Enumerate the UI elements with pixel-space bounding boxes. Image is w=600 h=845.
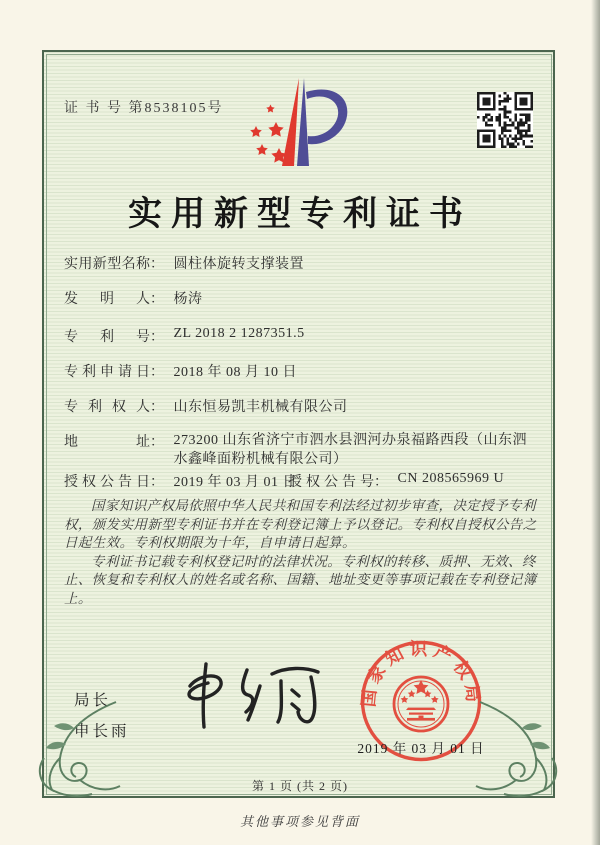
field-value: ZL 2018 2 1287351.5 — [173, 326, 305, 341]
field-label: 专利权人 — [64, 400, 150, 415]
field-colon: ： — [150, 292, 164, 307]
field-value: CN 208565969 U — [397, 471, 505, 486]
field-row-inventor — [64, 288, 203, 308]
field-label: 授权公告号 — [288, 475, 374, 490]
field-label: 专利申请日 — [64, 365, 150, 380]
national-emblem-icon — [394, 677, 448, 731]
paragraph-grant-statement: 国家知识产权局依照中华人民共和国专利法经过初步审查，决定授予专利权，颁发实用新型专利证书并在专利登记簿上予以登记。专利权自授权公告之日起生效。专利权期限为十年，自申请日起算。 — [64, 498, 537, 551]
paragraph-register-statement: 专利证书记载专利权登记时的法律状况。专利权的转移、质押、无效、终止、恢复和专利权人的姓名或名称、国籍、地址变更等事项记载在专利登记簿上。 — [64, 553, 537, 606]
field-value: 圆柱体旋转支撑装置 — [173, 257, 304, 272]
field-label: 发明人 — [64, 292, 150, 307]
qr-code — [477, 92, 533, 153]
certificate-number: 证 书 号 第8538105号 — [64, 101, 224, 116]
corner-flourish-left-icon — [16, 688, 128, 805]
director-title: 局长 — [74, 692, 112, 709]
field-colon: ： — [150, 435, 164, 450]
field-row-patent-number — [64, 326, 305, 346]
certificate-body-text — [64, 497, 540, 609]
field-value: 杨涛 — [173, 292, 203, 307]
director-name: 申长雨 — [74, 723, 130, 740]
back-note: 其他事项参见背面 — [239, 814, 360, 829]
field-value: 273200 山东省济宁市泗水县泗河办泉福路西段（山东泗水鑫峰面粉机械有限公司） — [173, 433, 527, 467]
seal-date: 2019 年 03 月 01 日 — [357, 741, 485, 756]
field-colon: ： — [374, 475, 388, 490]
field-value: 2018 年 08 月 10 日 — [173, 365, 297, 380]
field-colon: ： — [150, 400, 164, 415]
field-colon: ： — [150, 257, 164, 272]
field-label: 实用新型名称 — [64, 257, 150, 272]
scan-edge-artifact — [591, 0, 600, 845]
field-pair-grant-number — [288, 471, 504, 491]
field-label: 地址 — [64, 435, 150, 450]
field-value: 山东恒易凯丰机械有限公司 — [173, 400, 348, 415]
cnipa-logo-icon — [246, 70, 358, 179]
field-value: 2019 年 03 月 01 日 — [173, 475, 297, 490]
field-label: 专利号 — [64, 330, 150, 345]
field-colon: ： — [150, 475, 164, 490]
svg-text:国家知识产权局 — [358, 639, 484, 708]
field-row-name — [64, 253, 304, 273]
field-colon: ： — [150, 330, 164, 345]
field-row-grant — [64, 471, 505, 491]
field-row-patentee — [64, 396, 348, 416]
seal-text: 国家知识产权局 — [358, 638, 484, 708]
certificate-title: 实用新型专利证书 — [128, 196, 472, 233]
director-signature — [168, 655, 330, 742]
field-row-filing-date — [64, 361, 297, 381]
field-label: 授权公告日 — [64, 475, 150, 490]
page-number: 第 1 页 (共 2 页) — [252, 779, 348, 793]
field-colon: ： — [150, 365, 164, 380]
field-row-address — [64, 431, 532, 469]
